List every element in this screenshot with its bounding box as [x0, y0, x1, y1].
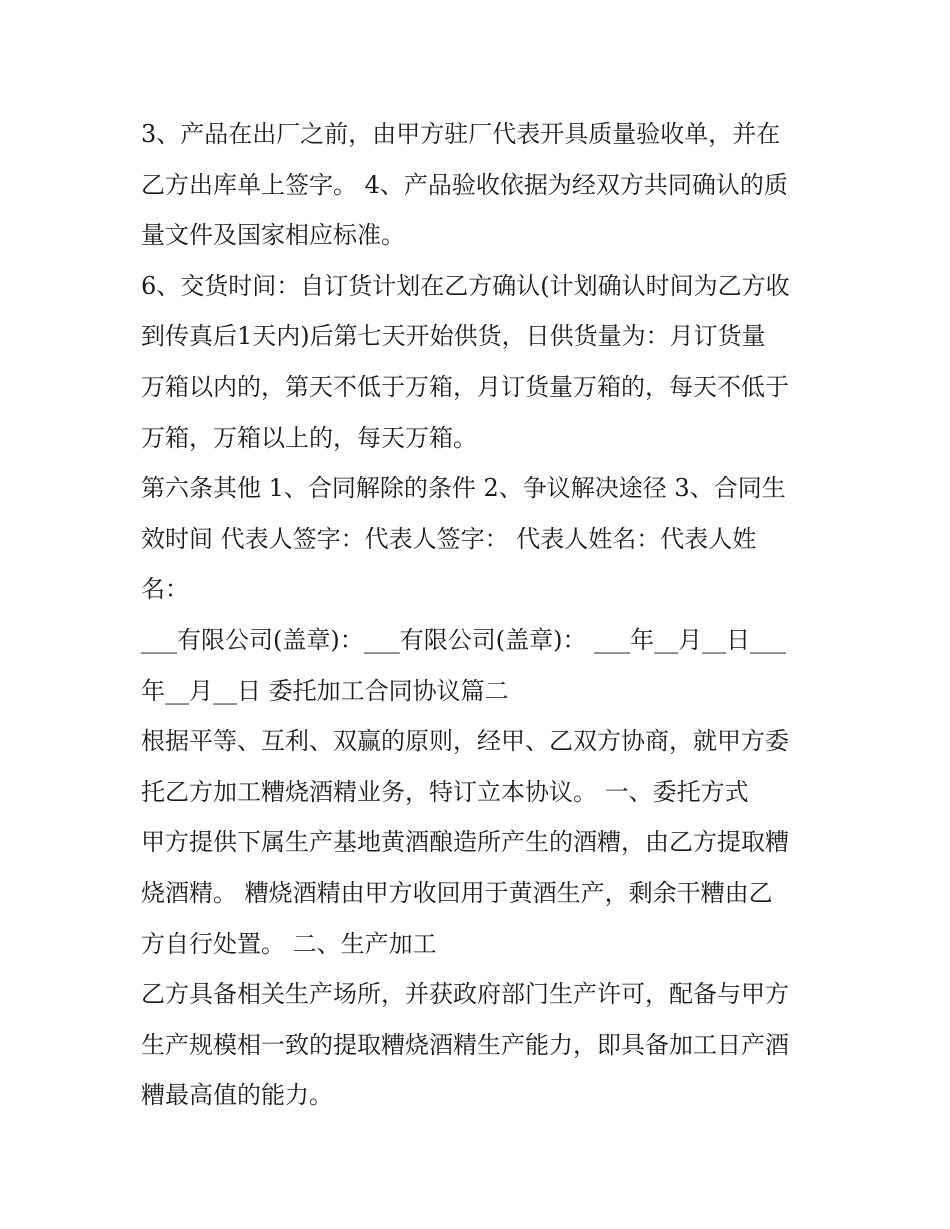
- text-line: 托乙方加工糟烧酒精业务，特订立本协议。 一、委托方式: [141, 777, 749, 806]
- text-line: 效时间 代表人签字：代表人签字： 代表人姓名：代表人姓: [141, 524, 757, 553]
- text-line: 到传真后1天内)后第七天开始供货，日供货量为：月订货量: [141, 322, 766, 351]
- text-line: 万箱，万箱以上的，每天万箱。: [141, 423, 477, 452]
- document-body: [141, 109, 831, 1121]
- text-line: 甲方提供下属生产基地黄酒酿造所产生的酒糟，由乙方提取糟: [141, 828, 789, 857]
- text-line: 糟最高值的能力。: [141, 1081, 333, 1110]
- text-line: 3、产品在出厂之前，由甲方驻厂代表开具质量验收单，并在: [141, 120, 781, 148]
- text-line: 名：: [141, 575, 189, 604]
- text-line: 方自行处置。 二、生产加工: [141, 929, 437, 958]
- text-line: 根据平等、互利、双赢的原则，经甲、乙双方协商，就甲方委: [141, 727, 789, 756]
- text-line: 量文件及国家相应标准。: [141, 221, 405, 250]
- text-line: 乙方具备相关生产场所，并获政府部门生产许可，配备与甲方: [141, 980, 789, 1009]
- text-line: 年__月__日 委托加工合同协议篇二: [141, 676, 509, 705]
- text-line: 6、交货时间：自订货计划在乙方确认(计划确认时间为乙方收: [141, 271, 790, 300]
- text-line: 万箱以内的，第天不低于万箱，月订货量万箱的，每天不低于: [141, 372, 789, 401]
- text-line: 生产规模相一致的提取糟烧酒精生产能力，即具备加工日产酒: [141, 1030, 789, 1059]
- text-line: 烧酒精。 糟烧酒精由甲方收回用于黄酒生产，剩余干糟由乙: [141, 878, 773, 907]
- text-line: 第六条其他 1、合同解除的条件 2、争议解决途径 3、合同生: [141, 474, 786, 503]
- text-line: ___有限公司(盖章)：___有限公司(盖章)： ___年__月__日___: [141, 625, 787, 654]
- text-line: 乙方出库单上签字。 4、产品验收依据为经双方共同确认的质: [141, 170, 788, 199]
